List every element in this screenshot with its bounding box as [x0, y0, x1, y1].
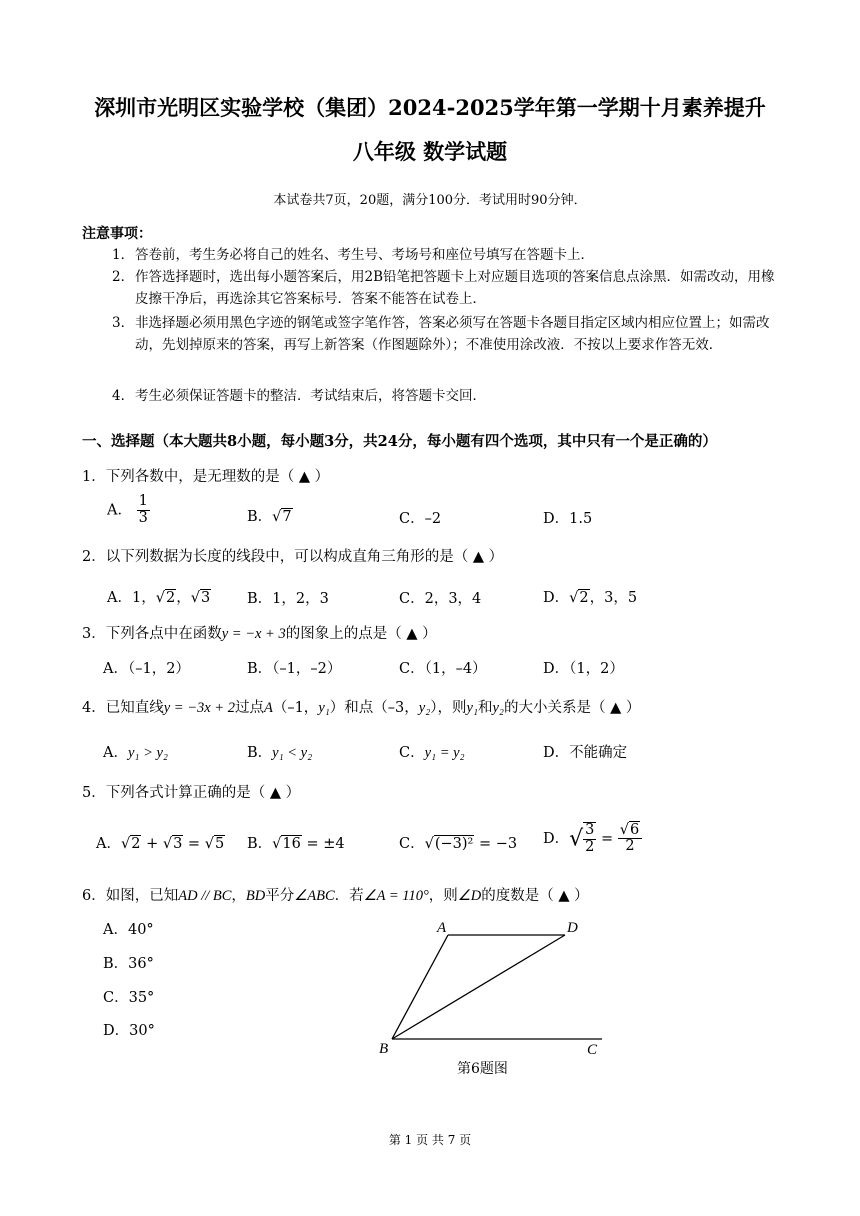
math-expression: ∠D: [457, 888, 482, 904]
fraction-denominator: 3: [138, 509, 148, 526]
operator: =: [183, 836, 205, 852]
math-expression: AD // BC: [178, 888, 232, 904]
q5-option-b: [247, 832, 345, 853]
separator: ，: [176, 590, 191, 606]
operator: =: [596, 830, 618, 847]
q3-option-d: D．（1，2）: [543, 661, 624, 677]
stem-text: ．若: [334, 888, 364, 904]
math-expression: y₂: [418, 700, 431, 716]
option-label: D．: [543, 511, 570, 527]
q4-option-a: [103, 741, 168, 762]
math-expression: y = −x + 3: [221, 626, 286, 642]
notice-item-number: 1．: [112, 247, 135, 263]
exam-title: 深圳市光明区实验学校（集团）2024-2025学年第一学期十月素养提升: [94, 95, 766, 120]
fraction-numerator: [618, 823, 642, 840]
fraction-denominator: 2: [625, 838, 635, 855]
stem-text: 平分: [265, 888, 295, 904]
math-expression: y₁: [318, 700, 330, 716]
q4-option-c: [399, 741, 465, 762]
sqrt-icon: √: [155, 590, 165, 606]
notice-item-number: 3．: [112, 315, 135, 331]
q3-option-b: B．（–1，–2）: [247, 661, 342, 677]
notice-item: [112, 266, 784, 310]
radicand: 2: [165, 590, 176, 606]
vertex-label-d: D: [567, 920, 578, 936]
math-expression: ∠ABC: [294, 888, 335, 904]
option-label: B．: [247, 836, 273, 852]
segment-bd: [392, 935, 565, 1039]
option-label: A．: [103, 745, 128, 761]
option-value: ，3，5: [589, 590, 638, 606]
sqrt-icon: √: [272, 509, 282, 525]
math-expression: y = −3x + 2: [163, 700, 235, 716]
question-6-stem: [82, 884, 589, 905]
option-label: D．: [543, 830, 570, 847]
fraction-numerator: 1: [138, 493, 148, 509]
option-label: A．: [107, 590, 132, 606]
sqrt-icon: √: [424, 836, 434, 852]
stem-text: ，: [231, 888, 246, 904]
stem-text: 的度数是（ ▲ ）: [481, 888, 589, 904]
exam-intro: 本试卷共7页，20题，满分100分．考试用时90分钟．: [273, 193, 587, 208]
q3-option-a: A．（–1，2）: [103, 661, 190, 677]
question-3-stem: [82, 622, 437, 643]
option-label: A．: [107, 502, 132, 519]
option-label: A．: [96, 836, 121, 852]
radicand: 2: [579, 590, 589, 606]
option-value: = −3: [474, 836, 518, 852]
option-label: B．: [247, 745, 273, 761]
radicand: 6: [630, 821, 640, 838]
option-value: 1，2，3: [272, 591, 329, 607]
q4-option-d: D．不能确定: [543, 745, 628, 761]
option-value: 2，3，4: [424, 591, 482, 607]
vertex-label-a: A: [437, 920, 447, 936]
sqrt-icon: √: [204, 836, 214, 852]
option-value: 1.5: [569, 511, 593, 527]
math-expression: y₁ < y₂: [272, 745, 313, 761]
q1-option-c: [399, 507, 441, 528]
stem-text: 6．如图，已知: [82, 888, 179, 904]
math-expression: ∠A = 110°: [363, 888, 429, 904]
stem-text: 3．下列各点中在函数: [82, 626, 222, 642]
notice-item-number: 4．: [112, 388, 135, 404]
q4-option-b: [247, 741, 312, 762]
segment-ab: [392, 935, 448, 1039]
math-expression: y₂: [492, 700, 504, 716]
sqrt-icon: √: [162, 836, 173, 852]
figure-caption: 第6题图: [457, 1061, 508, 1077]
radicand: 3: [173, 836, 183, 852]
math-expression: A: [263, 700, 273, 716]
q2-option-c: [399, 587, 481, 608]
q6-option-d: D．30°: [103, 1023, 155, 1039]
notice-heading: 注意事项：: [82, 226, 152, 242]
sqrt-icon: √: [190, 590, 200, 606]
notice-item-text: 考生必须保证答题卡的整洁．考试结束后，将答题卡交回．: [135, 388, 486, 404]
option-value: = ±4: [301, 836, 345, 852]
notice-item-text: 作答选择题时，选出每小题答案后，用2B铅笔把答题卡上对应题目选项的答案信息点涂黑．如需改动，用橡皮擦干净后，再选涂其它答案标号．答案不能答在试卷上．: [135, 269, 775, 307]
question-1-stem: 1．下列各数中，是无理数的是（ ▲ ）: [82, 469, 330, 485]
question-2-stem: 2．以下列数据为长度的线段中，可以构成直角三角形的是（ ▲ ）: [82, 549, 504, 565]
sqrt-icon: √: [569, 826, 584, 852]
stem-text: ，则: [428, 888, 458, 904]
radicand: 3: [200, 590, 211, 606]
stem-text: ）和点（–3，: [329, 700, 419, 716]
option-label: B．: [247, 591, 273, 607]
stem-text: 过点: [234, 700, 264, 716]
operator: +: [141, 836, 163, 852]
radicand: 16: [282, 836, 301, 852]
math-expression: BD: [245, 888, 266, 904]
q2-option-a: [107, 586, 211, 607]
question-4-stem: [82, 696, 640, 717]
sqrt-icon: √: [569, 590, 579, 606]
q5-option-a: [96, 832, 225, 853]
stem-text: ），则: [430, 700, 467, 716]
q2-option-d: [543, 586, 637, 607]
radicand: 7: [282, 509, 292, 525]
sqrt-icon: √: [272, 836, 282, 852]
math-expression: y₁ = y₂: [424, 745, 465, 761]
q1-option-d: [543, 507, 592, 528]
page-footer: 第 1 页 共 7 页: [388, 1133, 472, 1147]
stem-text: 的大小关系是（ ▲ ）: [503, 700, 641, 716]
notice-item-number: 2．: [112, 269, 135, 285]
math-expression: y₁ > y₂: [127, 745, 168, 761]
fraction: [618, 823, 642, 856]
exam-subtitle: 八年级 数学试题: [352, 139, 508, 164]
section-heading: 一、选择题（本大题共8小题，每小题3分，共24分，每小题有四个选项，其中只有一个是正确的）: [82, 433, 717, 450]
math-expression: y₁: [466, 700, 478, 716]
notice-item-text: 非选择题必须用黑色字迹的钢笔或签字笔作答，答案必须写在答题卡各题目指定区域内相应位置上；如需改动，先划掉原来的答案，再写上新答案（作图题除外）；不准使用涂改液．不按以上要求作答无效．: [135, 315, 770, 353]
question-5-stem: 5．下列各式计算正确的是（ ▲ ）: [82, 785, 301, 801]
fraction-denominator: 2: [585, 838, 595, 855]
fraction: [583, 822, 596, 856]
stem-text: 的图象上的点是（ ▲ ）: [285, 626, 437, 642]
q1-option-b: [247, 505, 293, 526]
stem-text: 和: [478, 700, 493, 716]
q5-option-d: [543, 822, 642, 856]
notice-item: [112, 385, 784, 407]
radicand: (−3)²: [434, 836, 474, 852]
q2-option-b: [247, 587, 329, 608]
option-label: C．: [399, 511, 425, 527]
q6-figure: [370, 915, 620, 1065]
fraction: [137, 494, 150, 527]
q6-option-a: A．40°: [103, 922, 154, 938]
stem-text: （–1，: [272, 700, 319, 716]
q3-option-c: C．（1，–4）: [399, 661, 487, 677]
vertex-label-b: B: [379, 1041, 389, 1057]
option-value: 1，: [131, 590, 156, 606]
q1-option-a: [107, 494, 150, 527]
radicand: 5: [214, 836, 225, 852]
option-label: C．: [399, 836, 425, 852]
option-label: B．: [247, 509, 273, 525]
notice-item: [112, 244, 784, 266]
option-value: –2: [424, 511, 442, 527]
sqrt-icon: √: [120, 836, 131, 852]
sqrt-icon: √: [619, 821, 630, 838]
q6-option-b: B．36°: [103, 956, 154, 972]
vertex-label-c: C: [587, 1042, 598, 1058]
notice-item-text: 答卷前，考生务必将自己的姓名、考生号、考场号和座位号填写在答题卡上．: [135, 247, 594, 263]
radicand: 2: [131, 836, 141, 852]
notice-item: [112, 312, 784, 356]
stem-text: 4．已知直线: [82, 700, 164, 716]
q6-option-c: C．35°: [103, 990, 155, 1006]
option-label: D．: [543, 590, 570, 606]
q5-option-c: [399, 832, 517, 853]
fraction-numerator: 3: [585, 822, 595, 838]
option-label: C．: [399, 591, 425, 607]
option-label: C．: [399, 745, 425, 761]
